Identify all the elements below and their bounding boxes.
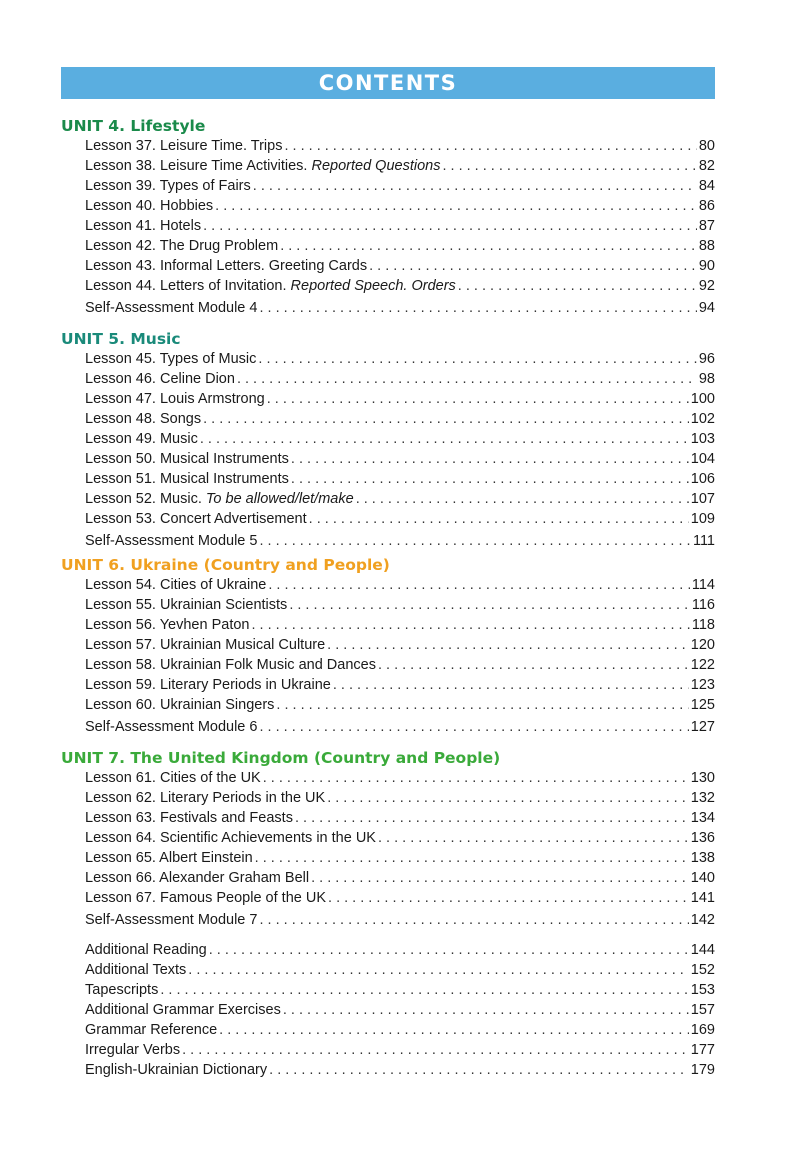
toc-entry-title-text: Additional Grammar Exercises (85, 1002, 281, 1018)
dot-leader (291, 469, 689, 489)
toc-self-assessment-entry (85, 298, 715, 318)
toc-entry-page-number: 136 (690, 830, 715, 846)
dot-leader (378, 828, 689, 848)
toc-entry-title-text: Lesson 38. Leisure Time Activities. (85, 158, 312, 174)
toc-entry-title-text: Lesson 63. Festivals and Feasts (85, 810, 293, 826)
toc-entry-title (85, 531, 257, 551)
toc-entry-page-number: 90 (698, 258, 715, 274)
toc-entry-title-italic: To be allowed/let/make (205, 491, 354, 507)
toc-entry-page-number: 152 (690, 962, 715, 978)
toc-entry (85, 888, 715, 908)
dot-leader (283, 1000, 689, 1020)
toc-entry-page-number: 111 (692, 533, 715, 549)
toc-entry (85, 196, 715, 216)
toc-entry-title (85, 369, 235, 389)
toc-entry (85, 615, 715, 635)
dot-leader (291, 449, 689, 469)
dot-leader (328, 888, 689, 908)
dot-leader (259, 910, 688, 930)
toc-entry (85, 369, 715, 389)
toc-entry-title-text: Self-Assessment Module 7 (85, 912, 258, 928)
toc-entry-page-number: 132 (690, 790, 715, 806)
toc-entry-title-text: Lesson 54. Cities of Ukraine (85, 577, 267, 593)
toc-entry-title-text: English-Ukrainian Dictionary (85, 1062, 268, 1078)
toc-entry (85, 349, 715, 369)
toc-entry-title-text: Lesson 46. Celine Dion (85, 371, 235, 387)
toc-entry-title-text: Lesson 40. Hobbies (85, 198, 214, 214)
toc-entry-page-number: 102 (690, 411, 715, 427)
toc-entry-page-number: 141 (690, 890, 715, 906)
toc-entry-title (85, 429, 198, 449)
toc-entry (85, 409, 715, 429)
toc-entry-page-number: 140 (690, 870, 715, 886)
toc-entry-page-number: 122 (690, 657, 715, 673)
toc-entry-page-number: 114 (691, 577, 715, 593)
toc-entry-title-text: Lesson 55. Ukrainian Scientists (85, 597, 288, 613)
dot-leader (378, 655, 689, 675)
dot-leader (295, 808, 689, 828)
dot-leader (333, 675, 689, 695)
back-matter-entry (85, 980, 715, 1000)
dot-leader (160, 980, 688, 1000)
toc-entry-page-number: 98 (698, 371, 715, 387)
toc-entry-title (85, 828, 376, 848)
toc-entry-page-number: 134 (690, 810, 715, 826)
toc-entry-page-number: 96 (698, 351, 715, 367)
toc-entry-title (85, 768, 261, 788)
toc-entry (85, 848, 715, 868)
toc-entry-title (85, 236, 278, 256)
back-matter-entry (85, 1060, 715, 1080)
toc-entry-page-number: 80 (698, 138, 715, 154)
toc-entry-title-text: Lesson 50. Musical Instruments (85, 451, 289, 467)
back-matter-entry (85, 1040, 715, 1060)
back-matter-entry (85, 940, 715, 960)
toc-entry (85, 828, 715, 848)
toc-entry (85, 389, 715, 409)
dot-leader (369, 256, 697, 276)
toc-entry-title-text: Lesson 51. Musical Instruments (85, 471, 289, 487)
toc-entry-page-number: 82 (698, 158, 715, 174)
toc-entry-title (85, 868, 309, 888)
toc-entry-title (85, 489, 354, 509)
toc-entry-title (85, 848, 253, 868)
toc-entry (85, 429, 715, 449)
contents-banner (61, 67, 715, 99)
toc-entry-title (85, 176, 251, 196)
toc-entry-page-number: 177 (690, 1042, 715, 1058)
toc-entry-title (85, 960, 186, 980)
toc-entry-title (85, 389, 265, 409)
toc-entry-title (85, 276, 456, 296)
back-matter-entry (85, 1020, 715, 1040)
toc-entry-title (85, 675, 331, 695)
toc-entry-page-number: 104 (690, 451, 715, 467)
toc-entry-page-number: 94 (698, 300, 715, 316)
toc-entry-title (85, 216, 201, 236)
toc-entry-title-text: Lesson 41. Hotels (85, 218, 202, 234)
toc-entry-page-number: 84 (698, 178, 715, 194)
dot-leader (182, 1040, 689, 1060)
toc-entry-title-text: Lesson 45. Types of Music (85, 351, 257, 367)
toc-entry (85, 469, 715, 489)
toc-entry-title (85, 409, 201, 429)
toc-entry-title-text: Lesson 62. Literary Periods in the UK (85, 790, 326, 806)
dot-leader (458, 276, 697, 296)
dot-leader (284, 136, 696, 156)
toc-entry-page-number: 130 (690, 770, 715, 786)
toc-entry-title-text: Lesson 60. Ukrainian Singers (85, 697, 275, 713)
dot-leader (263, 768, 689, 788)
unit-heading: UNIT 7. The United Kingdom (Country and People) (61, 749, 501, 767)
toc-entry-title (85, 1000, 281, 1020)
toc-entry (85, 868, 715, 888)
toc-entry-title-text: Lesson 64. Scientific Achievements in the UK (85, 830, 376, 846)
toc-entry-page-number: 120 (690, 637, 715, 653)
dot-leader (237, 369, 697, 389)
toc-entry-page-number: 109 (690, 511, 715, 527)
dot-leader (327, 788, 689, 808)
toc-entry-title-text: Self-Assessment Module 4 (85, 300, 258, 316)
toc-entry-title (85, 595, 287, 615)
toc-entry-title (85, 655, 376, 675)
toc-entry-page-number: 144 (690, 942, 715, 958)
dot-leader (259, 298, 696, 318)
toc-entry-page-number: 106 (690, 471, 715, 487)
toc-entry-title-text: Lesson 42. The Drug Problem (85, 238, 279, 254)
toc-entry-title-text: Lesson 44. Letters of Invitation. (85, 278, 291, 294)
toc-entry-title (85, 575, 266, 595)
toc-entry-page-number: 86 (698, 198, 715, 214)
toc-entry (85, 136, 715, 156)
toc-entry (85, 768, 715, 788)
toc-entry-title-text: Lesson 52. Music. (85, 491, 206, 507)
toc-entry-title (85, 156, 440, 176)
toc-entry-title (85, 888, 326, 908)
toc-entry-title (85, 910, 257, 930)
toc-entry-page-number: 118 (691, 617, 715, 633)
toc-entry-title-text: Lesson 66. Alexander Graham Bell (85, 870, 310, 886)
dot-leader (327, 635, 689, 655)
toc-entry-title-text: Self-Assessment Module 5 (85, 533, 258, 549)
table-of-contents (61, 116, 715, 1080)
dot-leader (209, 940, 689, 960)
toc-entry-title-text: Lesson 43. Informal Letters. Greeting Cards (85, 258, 368, 274)
toc-entry (85, 489, 715, 509)
dot-leader (259, 531, 690, 551)
back-matter-entry (85, 960, 715, 980)
toc-entry-title (85, 298, 257, 318)
toc-entry-title (85, 717, 257, 737)
toc-entry-title (85, 940, 207, 960)
toc-entry-title-text: Lesson 59. Literary Periods in Ukraine (85, 677, 331, 693)
toc-entry-title (85, 509, 307, 529)
dot-leader (259, 717, 688, 737)
toc-entry-title-text: Irregular Verbs (85, 1042, 181, 1058)
toc-entry-title (85, 808, 293, 828)
toc-entry (85, 509, 715, 529)
toc-entry-title-text: Tapescripts (85, 982, 159, 998)
unit-heading: UNIT 5. Music (61, 330, 181, 348)
toc-entry-page-number: 100 (690, 391, 715, 407)
toc-entry-page-number: 87 (698, 218, 715, 234)
toc-entry-title-text: Lesson 57. Ukrainian Musical Culture (85, 637, 326, 653)
toc-entry-page-number: 138 (690, 850, 715, 866)
dot-leader (188, 960, 689, 980)
toc-entry-page-number: 157 (690, 1002, 715, 1018)
page-title: CONTENTS (318, 71, 458, 95)
dot-leader (311, 868, 689, 888)
toc-entry (85, 635, 715, 655)
toc-entry-page-number: 88 (698, 238, 715, 254)
toc-self-assessment-entry (85, 910, 715, 930)
toc-entry (85, 156, 715, 176)
toc-entry-title (85, 1060, 267, 1080)
toc-entry (85, 276, 715, 296)
toc-entry (85, 236, 715, 256)
dot-leader (268, 575, 690, 595)
toc-entry-title (85, 1040, 180, 1060)
toc-entry-title (85, 635, 325, 655)
toc-entry-title (85, 980, 158, 1000)
dot-leader (356, 489, 689, 509)
toc-entry-title-text: Lesson 56. Yevhen Paton (85, 617, 250, 633)
toc-entry-title-text: Lesson 61. Cities of the UK (85, 770, 261, 786)
dot-leader (309, 509, 689, 529)
toc-entry-title (85, 695, 274, 715)
dot-leader (280, 236, 697, 256)
toc-entry-page-number: 127 (690, 719, 715, 735)
dot-leader (289, 595, 690, 615)
toc-entry-page-number: 107 (690, 491, 715, 507)
toc-entry-title (85, 136, 282, 156)
toc-entry-page-number: 123 (690, 677, 715, 693)
dot-leader (253, 176, 697, 196)
toc-entry (85, 675, 715, 695)
toc-entry-title-text: Lesson 53. Concert Advertisement (85, 511, 307, 527)
dot-leader (251, 615, 689, 635)
toc-entry-title (85, 256, 367, 276)
toc-entry-title (85, 449, 289, 469)
toc-entry-title (85, 788, 325, 808)
toc-entry (85, 655, 715, 675)
toc-entry (85, 788, 715, 808)
toc-self-assessment-entry (85, 717, 715, 737)
dot-leader (203, 409, 689, 429)
unit-heading: UNIT 6. Ukraine (Country and People) (61, 556, 390, 574)
toc-entry-title (85, 349, 256, 369)
toc-entry-page-number: 179 (690, 1062, 715, 1078)
toc-entry-title-text: Lesson 65. Albert Einstein (85, 850, 253, 866)
toc-entry-title-italic: Reported Questions (311, 158, 441, 174)
toc-entry-title-text: Self-Assessment Module 6 (85, 719, 258, 735)
dot-leader (267, 389, 689, 409)
toc-entry-page-number: 142 (690, 912, 715, 928)
toc-entry (85, 449, 715, 469)
toc-entry (85, 256, 715, 276)
toc-entry-page-number: 92 (698, 278, 715, 294)
toc-entry-title-text: Lesson 37. Leisure Time. Trips (85, 138, 283, 154)
toc-self-assessment-entry (85, 531, 715, 551)
dot-leader (258, 349, 696, 369)
dot-leader (215, 196, 697, 216)
dot-leader (200, 429, 689, 449)
toc-entry (85, 695, 715, 715)
toc-entry (85, 575, 715, 595)
toc-entry (85, 595, 715, 615)
toc-entry-title-text: Lesson 58. Ukrainian Folk Music and Dances (85, 657, 376, 673)
dot-leader (203, 216, 697, 236)
dot-leader (255, 848, 689, 868)
back-matter-entry (85, 1000, 715, 1020)
toc-entry-page-number: 103 (690, 431, 715, 447)
toc-entry-title (85, 615, 249, 635)
toc-entry (85, 808, 715, 828)
dot-leader (219, 1020, 689, 1040)
unit-heading: UNIT 4. Lifestyle (61, 117, 206, 135)
toc-entry-title-text: Lesson 67. Famous People of the UK (85, 890, 327, 906)
toc-entry-title-text: Lesson 48. Songs (85, 411, 202, 427)
toc-entry-title-text: Additional Texts (85, 962, 187, 978)
toc-entry-title-text: Grammar Reference (85, 1022, 218, 1038)
toc-entry-title (85, 1020, 217, 1040)
toc-entry-title-text: Lesson 39. Types of Fairs (85, 178, 251, 194)
toc-entry-page-number: 125 (690, 697, 715, 713)
dot-leader (442, 156, 696, 176)
toc-entry-page-number: 169 (690, 1022, 715, 1038)
toc-entry-title-text: Lesson 47. Louis Armstrong (85, 391, 265, 407)
toc-entry-title (85, 469, 289, 489)
toc-entry-title-text: Lesson 49. Music (85, 431, 198, 447)
toc-entry (85, 216, 715, 236)
dot-leader (269, 1060, 689, 1080)
toc-entry-title (85, 196, 213, 216)
toc-entry-title-italic: Reported Speech. Orders (290, 278, 456, 294)
toc-entry-title-text: Additional Reading (85, 942, 207, 958)
dot-leader (276, 695, 688, 715)
toc-entry (85, 176, 715, 196)
toc-entry-page-number: 153 (690, 982, 715, 998)
toc-entry-page-number: 116 (691, 597, 715, 613)
